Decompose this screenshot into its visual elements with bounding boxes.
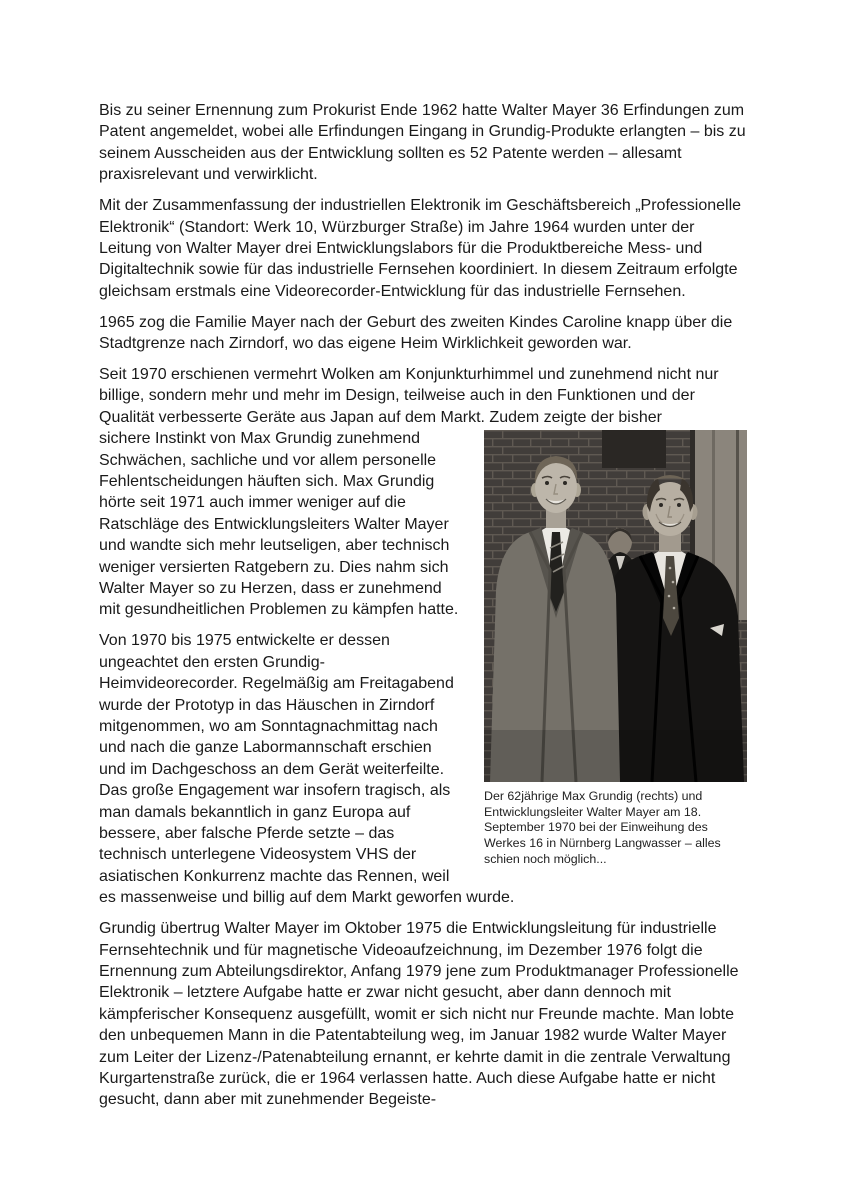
paragraph-professionelle-elektronik: Mit der Zusammenfassung der industriellen Elektronik im Geschäftsbereich „Professionelle Elektronik“ (Standort: Werk 10, Würzburger Straße) im Jahre 1964 wurden unter der Leitung von Walter Mayer drei Entwicklungslabors für die Produktbereiche Mess- und Digitaltechnik sowie für das industrielle Fernsehen koordiniert. In diesem Zeitraum erfolgte gleichsam erstmals eine Videorecorder-Entwicklung für das industrielle Fernsehen.	[99, 197, 742, 300]
paragraph-japan-competition-continued: sichere Instinkt von Max Grundig zunehmend Schwächen, sachliche und vor allem personelle Fehlentscheidungen häuften sich. Max Grundig hörte seit 1971 auch immer weniger auf die Ratschläge des Entwicklungsleiters Walter Mayer und wandte sich mehr leutseligen, aber technisch weniger versierten Ratgebern zu. Dies nahm sich Walter Mayer so zu Herzen, dass er zunehmend mit gesundheitlichen Problemen zu kämpfen hatte.	[99, 430, 459, 619]
photo-caption: Der 62jährige Max Grundig (rechts) und Entwicklungsleiter Walter Mayer am 18. September 1970 bei der Einweihung des Werkes 16 in Nürnberg Langwasser – alles schien noch möglich...	[484, 789, 721, 866]
paragraph-career-1975-1982: Grundig übertrug Walter Mayer im Oktober 1975 die Entwicklungsleitung für industrielle Fernsehtechnik und für magnetische Videoaufzeichnung, im Dezember 1976 folgt die Ernennung zum Abteilungsdirektor, Anfang 1979 jene zum Produktmanager Professionelle Elektronik – letztere Aufgabe hatte er zwar nicht gesucht, aber dann dennoch mit kämpferischer Konsequenz ausgefüllt, womit er sich nicht nur Freunde machte. Man lobte den unbequemen Mann in die Patentabteilung weg, im Januar 1982 wurde Walter Mayer zum Leiter der Lizenz-/Patenabteilung ernannt, er kehrte damit in die zentrale Verwaltung Kurgartenstraße zurück, die er 1964 verlassen hatte. Auch diese Aufgabe hatte er nicht gesucht, dann aber mit zunehmender Begeiste-	[99, 920, 739, 1109]
paragraph-family-move-zirndorf: 1965 zog die Familie Mayer nach der Geburt des zweiten Kindes Caroline knapp über die Stadtgrenze nach Zirndorf, wo das eigene Heim Wirklichkeit geworden war.	[99, 313, 733, 353]
document-body	[99, 100, 747, 1111]
paragraph-japan-competition-intro: Seit 1970 erschienen vermehrt Wolken am Konjunkturhimmel und zunehmend nicht nur billige, sondern mehr und mehr im Design, teilweise auch in den Funktionen und der Qualität verbesserte Geräte aus Japan auf dem Markt. Zudem zeigte der bisher	[99, 365, 719, 426]
paragraph-videorecorder-development: Von 1970 bis 1975 entwickelte er dessen ungeachtet den ersten Grundig-Heimvideorecorder. Regelmäßig am Freitagabend wurde der Prototyp in das Häuschen in Zirndorf mitgenommen, wo am Sonntagnachmittag nach und nach die ganze Labormannschaft erschien und im Dachgeschoss an dem Gerät weiterfeilte. Das große Engagement war insofern tragisch, als man damals bekanntlich in ganz Europa auf bessere, aber falsche Pferde setzte – das technisch unterlegene Videosystem VHS der asiatischen Konkurrenz machte das Rennen, weil es massenweise und billig auf dem Markt geworfen wurde.	[99, 632, 515, 907]
photo-figure	[484, 430, 747, 867]
photo-illustration	[484, 430, 747, 782]
paragraph-patents: Bis zu seiner Ernennung zum Prokurist Ende 1962 hatte Walter Mayer 36 Erfindungen zum Patent angemeldet, wobei alle Erfindungen Eingang in Grundig-Produkte erlangten – bis zu seinem Ausscheiden aus der Entwicklung sollten es 52 Patente werden – allesamt praxisrelevant und verwirklicht.	[99, 102, 746, 184]
photo-max-grundig-walter-mayer	[484, 430, 747, 782]
